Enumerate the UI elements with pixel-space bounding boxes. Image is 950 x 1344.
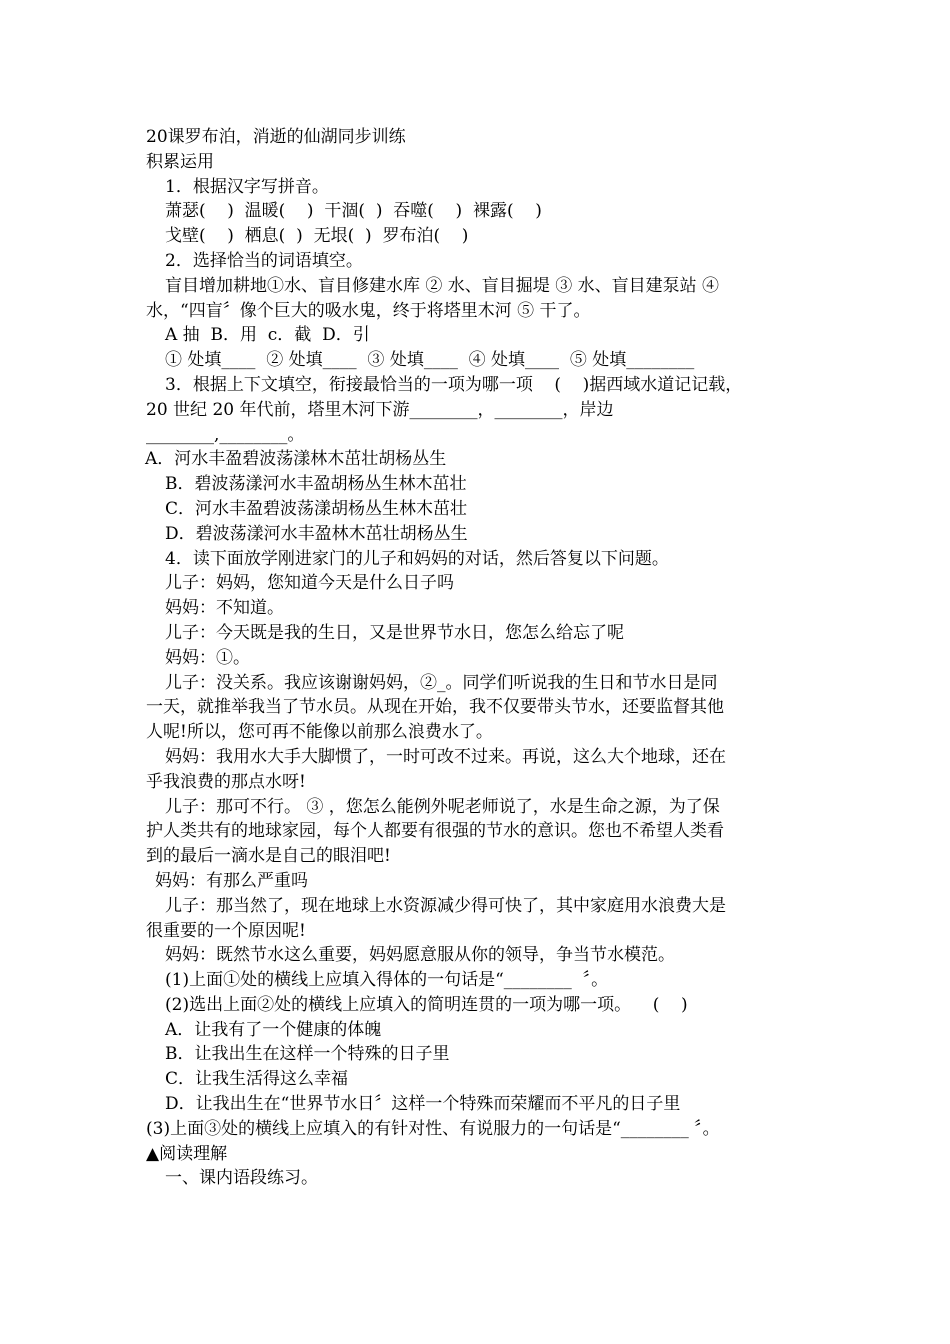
section-heading-reading: ▲阅读理解 — [146, 1143, 228, 1164]
dialogue-line: 妈妈：我用水大手大脚惯了，一时可改不过来。再说，这么大个地球，还在 — [165, 746, 726, 767]
dialogue-line: 妈妈：①。 — [165, 647, 250, 668]
option-b: B．碧波荡漾河水丰盈胡杨丛生林木茁壮 — [165, 474, 467, 495]
sub-question-1: (1)上面①处的横线上应填入得体的一句话是“________ 〞。 — [165, 970, 609, 991]
question-2-text-cont: 水，“四盲〞像个巨大的吸水鬼，终于将塔里木河 ⑤ 干了。 — [146, 300, 591, 321]
sub-option-d: D．让我出生在“世界节水日〞这样一个特殊而荣耀而不平凡的日子里 — [165, 1094, 681, 1115]
sub-option-c: C．让我生活得这么幸福 — [165, 1069, 349, 1090]
dialogue-line-cont: 一天，就推举我当了节水员。从现在开始，我不仅要带头节水，还要监督其他 — [146, 697, 724, 718]
pinyin-row-2: 戈壁( ) 栖息( ) 无垠( ) 罗布泊( ) — [165, 226, 469, 247]
question-2-options: A 抽 B．用 c．截 D．引 — [165, 325, 370, 346]
dialogue-line-cont: 护人类共有的地球家园，每个人都要有很强的节水的意识。您也不希望人类看 — [146, 821, 724, 842]
option-a: A．河水丰盈碧波荡漾林木茁壮胡杨丛生 — [145, 449, 447, 470]
sub-option-a: A．让我有了一个健康的体魄 — [165, 1019, 382, 1040]
question-3: 3．根据上下文填空，衔接最恰当的一项为哪一项 ( )据西域水道记记载， — [165, 374, 743, 395]
dialogue-line: 儿子：那当然了，现在地球上水资源减少得可快了，其中家庭用水浪费大是 — [165, 895, 726, 916]
dialogue-line: 儿子：没关系。我应该谢谢妈妈，②_。同学们听说我的生日和节水日是同 — [165, 672, 718, 693]
dialogue-line-cont: 很重要的一个原因呢! — [146, 920, 306, 941]
dialogue-line: 儿子：今天既是我的生日，又是世界节水日，您怎么给忘了呢 — [165, 622, 624, 643]
dialogue-line: 儿子：那可不行。 ③ ，您怎么能例外呢老师说了，水是生命之源，为了保 — [165, 796, 720, 817]
dialogue-line-cont: 人呢!所以，您可再不能像以前那么浪费水了。 — [146, 722, 493, 743]
question-2-blanks: ① 处填____ ② 处填____ ③ 处填____ ④ 处填____ ⑤ 处填________ — [165, 350, 695, 371]
option-c: C．河水丰盈碧波荡漾胡杨丛生林木茁壮 — [165, 498, 468, 519]
question-1: 1．根据汉字写拼音。 — [165, 176, 329, 197]
pinyin-row-1: 萧瑟( ) 温暖( ) 干涸( ) 吞噬( ) 裸露( ) — [165, 201, 542, 222]
dialogue-line: 妈妈：不知道。 — [165, 598, 284, 619]
dialogue-line: 妈妈：有那么严重吗 — [155, 870, 308, 891]
question-2: 2．选择恰当的词语填空。 — [165, 250, 363, 271]
dialogue-line-cont: 乎我浪费的那点水呀! — [146, 771, 306, 792]
document-title: 20课罗布泊，消逝的仙湖同步训练 — [146, 127, 406, 147]
question-4: 4．读下面放学刚进家门的儿子和妈妈的对话，然后答复以下问题。 — [165, 548, 669, 569]
dialogue-line: 儿子：妈妈，您知道今天是什么日子吗 — [165, 573, 454, 594]
question-2-text: 盲目增加耕地①水、盲目修建水库 ② 水、盲目掘堤 ③ 水、盲目建泵站 ④ — [165, 275, 720, 296]
section-heading: 积累运用 — [146, 151, 214, 172]
dialogue-line-cont: 到的最后一滴水是自己的眼泪吧! — [146, 846, 391, 867]
document-body — [146, 125, 806, 1191]
option-d: D．碧波荡漾河水丰盈林木茁壮胡杨丛生 — [165, 523, 468, 544]
sub-question-3: (3)上面③处的横线上应填入的有针对性、有说服力的一句话是“________ 〞。 — [146, 1118, 720, 1139]
sub-question-2: (2)选出上面②处的横线上应填入的简明连贯的一项为哪一项。 ( ) — [165, 994, 688, 1015]
reading-part-1: 一、课内语段练习。 — [165, 1168, 318, 1189]
sub-option-b: B．让我出生在这样一个特殊的日子里 — [165, 1044, 450, 1065]
question-3-cont: 20 世纪 20 年代前，塔里木河下游________，________，岸边 — [146, 399, 614, 420]
dialogue-line: 妈妈：既然节水这么重要，妈妈愿意服从你的领导，争当节水模范。 — [165, 945, 675, 966]
question-3-cont-2: ________,________。 — [146, 424, 305, 445]
